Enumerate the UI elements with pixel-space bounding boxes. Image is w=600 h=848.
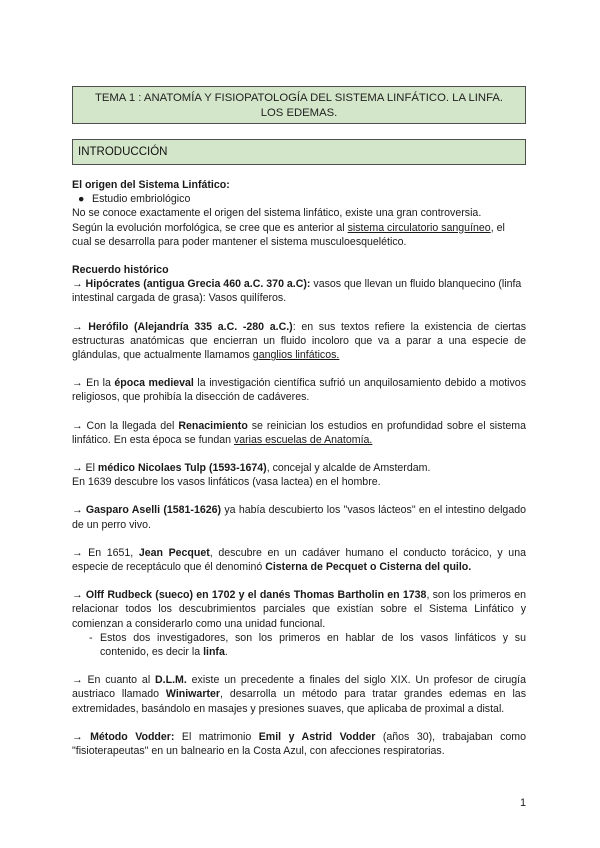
rudbeck-dash-text: Estos dos investigadores, son los primeros en hablar de los vasos linfáticos y su contenido, es decir la [100,631,526,659]
rudbeck-dash-end: . [224,646,228,659]
renac-text-a: → Con la llegada del [72,419,179,432]
origin-paragraph-1: No se conoce exactamente el origen del sistema linfático, existe una gran controversia. [72,207,482,220]
rudbeck-names: → Olff Rudbeck (sueco) en 1702 y el danés Thomas Bartholin en 1738 [72,589,427,602]
aselli-paragraph [72,503,526,531]
tulp-paragraph [72,461,526,475]
herofilo-text: : en sus textos refiere la existencia de ciertas estructuras anatómicas que encierran un fluido incoloro que va a parar a una especie de glándulas, que actualmente llamamos [72,320,527,362]
vodder-text-a: El matrimonio [174,730,259,743]
tulp-text-b: , concejal y alcalde de Amsterdam. [266,462,431,475]
dlm-bold: D.L.M. [155,674,187,687]
page-number: 1 [520,797,527,809]
pecquet-cisterna: Cisterna de Pecquet o Cisterna del quilo. [265,561,472,574]
bullet-dot-icon: ● [78,193,85,206]
hipocrates-name: → Hipócrates (antigua Grecia 460 a.C. 370 a.C): [72,278,311,291]
rudbeck-dash-item [72,631,526,659]
renac-link-escuelas: varias escuelas de Anatomía. [233,433,373,446]
herofilo-name: → Herófilo (Alejandría 335 a.C. -280 a.C.) [72,320,293,333]
origin-paragraph-2 [72,221,526,249]
tulp-bold: médico Nicolaes Tulp (1593-1674) [97,462,267,475]
origin-p2-text-end: , el cual se desarrolla para poder mantener el sistema musculoesquelético. [72,221,505,248]
hipocrates-text: vasos que llevan un fluido blanquecino (linfa intestinal cargada de grasa): Vasos quilíferos. [72,278,522,305]
rudbeck-paragraph [72,588,526,631]
dlm-text-c: , desarrolla un método para tratar grandes edemas en las extremidades, basándolo en masajes y presiones suaves, que aplicaba de proximal a distal. [72,688,526,715]
title-line-2: LOS EDEMAS. [260,106,338,119]
title-line-1: TEMA 1 : ANATOMÍA Y FISIOPATOLOGÍA DEL SISTEMA LINFÁTICO. LA LINFA. [94,92,504,104]
dlm-text-a: → En cuanto al [72,674,156,687]
medieval-bold: época medieval [114,377,194,390]
section-header-introduccion: INTRODUCCIÓN [72,139,526,165]
origin-p2-text: Según la evolución morfológica, se cree que es anterior al [72,221,348,234]
hipocrates-paragraph [72,277,526,305]
pecquet-text-b: , descubre en un cadáver humano el conducto torácico, y una especie de receptáculo que él denominó [72,546,526,574]
history-heading: Recuerdo histórico [72,264,169,277]
pecquet-name: Jean Pecquet [138,546,210,559]
vodder-text-b: (años 30), trabajaban como "fisioterapeutas" en un balneario en la Costa Azul, con afecciones respiratorias. [72,730,527,758]
origin-heading: El origen del Sistema Linfático: [72,179,230,191]
tulp-text-a: → El [72,462,98,475]
dlm-paragraph [72,673,526,716]
renac-text-b: se reinician los estudios en profundidad sobre el sistema linfático. En esta época se fundan [72,419,526,446]
aselli-text: ya había descubierto los "vasos lácteos" en el intestino delgado de un perro vivo. [72,504,526,531]
medieval-paragraph [72,376,526,404]
rudbeck-dash-linfa: linfa [203,646,225,659]
dlm-text-b: existe un precedente a finales del siglo XIX. Un profesor de cirugía austriaco llamado [72,674,526,701]
medieval-text-b: la investigación científica sufrió un anquilosamiento debido a motivos religiosos, que prohibía la disección de cadáveres. [72,377,526,404]
vodder-names: Emil y Astrid Vodder [258,730,376,743]
rudbeck-text: , son los primeros en relacionar todos los descubrimientos parciales que existían sobre el Sistema Linfático y comienzan a considerarlo como una unidad funcional. [72,589,526,630]
vodder-paragraph [72,730,526,758]
herofilo-paragraph [72,320,526,363]
origin-bullet [72,192,526,206]
aselli-name: → Gasparo Aselli (1581-1626) [72,504,222,517]
dash-marker: - [89,631,93,644]
pecquet-text-a: → En 1651, [72,546,139,559]
origin-bullet-text: Estudio embriológico [92,193,191,206]
herofilo-link-ganglios: ganglios linfáticos. [252,349,340,362]
tulp-line-2: En 1639 descubre los vasos linfáticos (vasa lactea) en el hombre. [72,476,381,489]
dlm-winiwarter: Winiwarter [165,688,220,701]
content-body [72,178,526,758]
origin-link-sistema-circulatorio: sistema circulatorio sanguíneo [347,221,491,234]
medieval-text-a: → En la [72,377,115,390]
renac-bold: Renacimiento [178,419,248,432]
vodder-heading: → Método Vodder: [72,730,175,743]
title-box [72,86,526,124]
pecquet-paragraph [72,546,526,574]
renacimiento-paragraph [72,419,526,447]
